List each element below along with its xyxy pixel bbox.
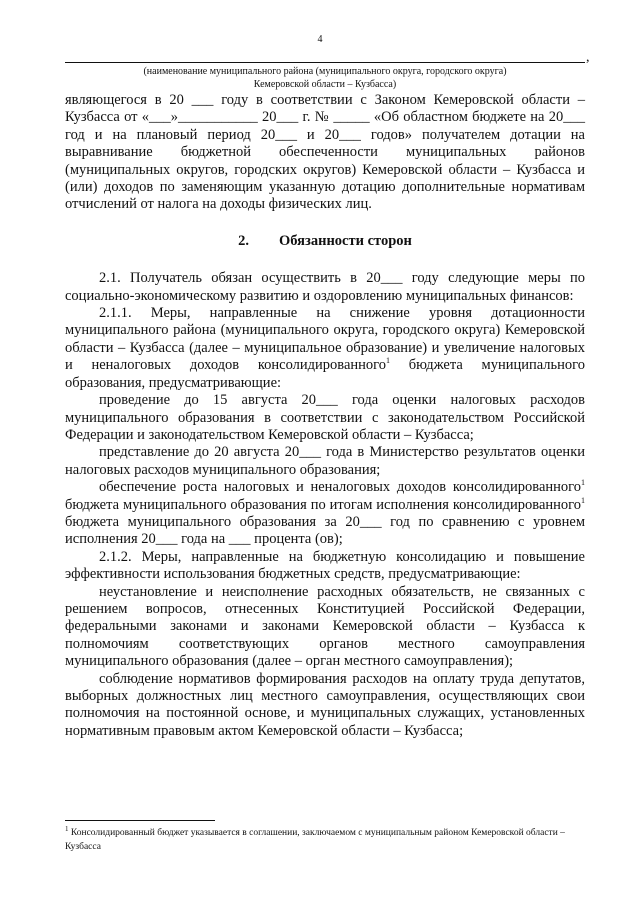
page-number: 4 <box>317 34 323 45</box>
header-comma: , <box>586 50 590 65</box>
paragraph-obligations: неустановление и неисполнение расходных обязательств, не связанных с решением вопросов, отнесенных Конституцией Российской Федерации, федеральными законами и законами Кемеровской области – Кузбасса к полномочиям соответствующих органов местного самоуправления муниципального образования (далее – орган местного самоуправления); <box>65 583 585 670</box>
paragraph-salary-norms: соблюдение нормативов формирования расходов на оплату труда депутатов, выборных должностных лиц местного самоуправления, осуществляющих свои полномочия на постоянной основе, и муниципальных служащих, установленных нормативным правовым актом Кемеровской области – Кузбасса; <box>65 670 585 739</box>
paragraph-submission: представление до 20 августа 20___ года в Министерство результатов оценки налоговых расходов муниципального образования; <box>65 444 585 478</box>
paragraph-2-1: 2.1. Получатель обязан осуществить в 20___ году следующие меры по социально-экономическому развитию и оздоровлению муниципальных финансов: <box>65 270 585 304</box>
footnote-separator <box>65 820 215 821</box>
paragraph-tax-assessment: проведение до 15 августа 20___ года оценки налоговых расходов муниципального образования в соответствии с законодательством Российской Федерации и законодательством Кемеровской области – Кузбасса; <box>65 392 585 443</box>
municipality-name-blank-line <box>65 62 585 63</box>
growth-part-b: бюджета муниципального образования по итогам исполнения консолидированного <box>65 496 581 513</box>
footnote-marker: 1 <box>65 824 69 833</box>
section-number: 2. <box>238 232 249 249</box>
paragraph-2-1-1-part-b: бюджета муниципального образования, предусматривающие: <box>65 357 585 391</box>
municipality-caption <box>65 65 585 91</box>
footnote <box>65 826 585 854</box>
caption-line-1: (наименование муниципального района (муниципального округа, городского округа) <box>143 66 507 77</box>
footnote-ref: 1 <box>581 495 585 505</box>
section-title: Обязанности сторон <box>279 232 412 249</box>
caption-line-2: Кемеровской области – Кузбасса) <box>253 79 397 90</box>
section-heading <box>65 233 585 250</box>
paragraph-2-1-2: 2.1.2. Меры, направленные на бюджетную консолидацию и повышение эффективности использования бюджетных средств, предусматривающие: <box>65 548 585 583</box>
document-body <box>65 92 585 740</box>
paragraph-2-1-1 <box>65 305 585 392</box>
growth-part-c: бюджета муниципального образования за 20___ год по сравнению с уровнем исполнения 20___ года на ___ процента (ов); <box>65 513 585 548</box>
intro-paragraph: являющегося в 20 ___ году в соответствии с Законом Кемеровской области – Кузбасса от «___»___________ 20___ г. № _____ «Об областном бюджете на 20___ год и на плановый период 20___ и 20___ годов» получателем дотации на выравнивание бюджетной обеспеченности муниципальных районов (муниципальных округов, городских округов) Кемеровской области – Кузбасса и (или) доходов по заменяющим указанную дотацию дополнительные нормативам отчислений от налога на доходы физических лиц. <box>65 92 585 213</box>
footnote-ref: 1 <box>581 478 585 488</box>
paragraph-2-1-1-part-a: 2.1.1. Меры, направленные на снижение уровня дотационности муниципального района (муниципального округа, городского округа) Кемеровской области – Кузбасса (далее – муниципальное образование) и увеличение налоговых и неналоговых доходов консолидированного <box>65 305 585 374</box>
paragraph-revenue-growth <box>65 479 585 549</box>
footnote-ref: 1 <box>386 356 391 366</box>
footnote-text: Консолидированный бюджет указывается в соглашении, заключаемом с муниципальным районом Кемеровской области – Кузбасса <box>65 828 565 852</box>
growth-part-a: обеспечение роста налоговых и неналоговых доходов консолидированного <box>99 479 581 496</box>
